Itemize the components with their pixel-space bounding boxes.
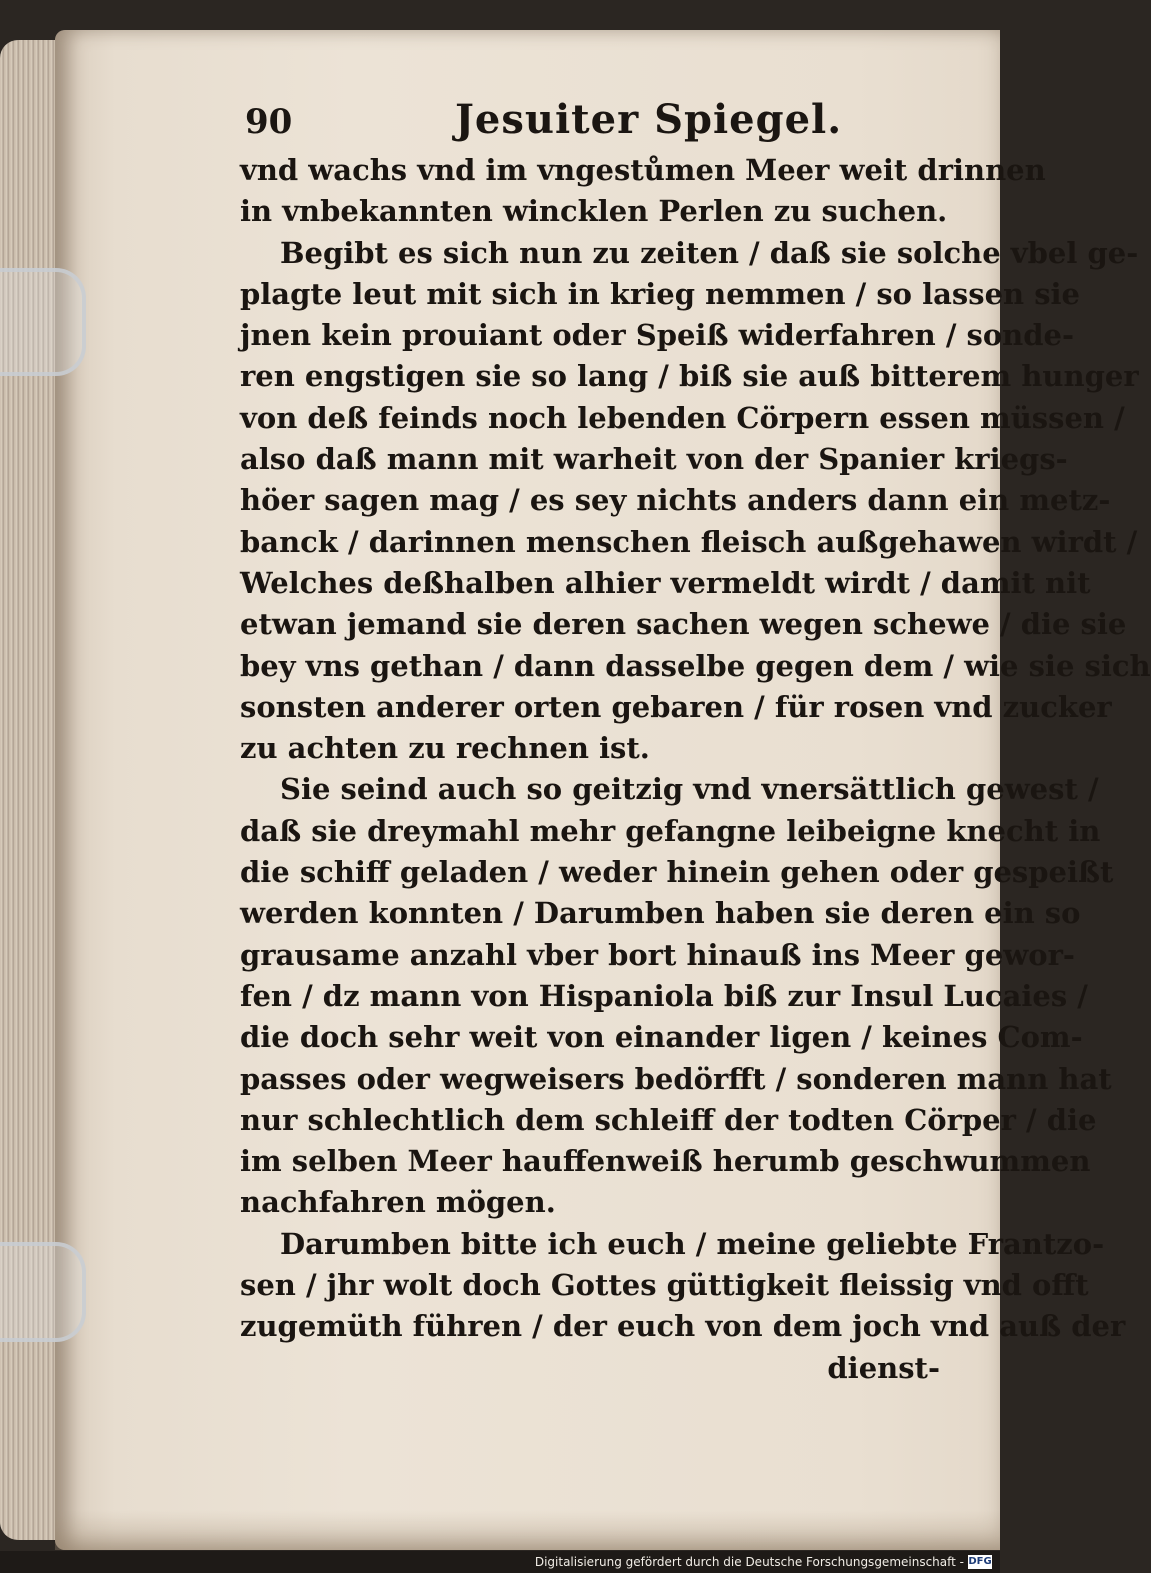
text-line: also daß mann mit warheit von der Spanier kriegs- [240, 442, 1068, 477]
text-line: in vnbekannten wincklen Perlen zu suchen. [240, 194, 948, 229]
page-number: 90 [245, 102, 293, 142]
text-line: zu achten zu rechnen ist. [240, 731, 650, 766]
footer-bar [0, 1551, 1000, 1573]
text-line: sen / jhr wolt doch Gottes güttigkeit fleissig vnd offt [240, 1268, 1089, 1303]
text-line: höer sagen mag / es sey nichts anders dann ein metz- [240, 483, 1111, 518]
text-line: zugemüth führen / der euch von dem joch vnd auß der [240, 1309, 1126, 1344]
text-line: werden konnten / Darumben haben sie deren ein so [240, 896, 1081, 931]
text-line: Sie seind auch so geitzig vnd vnersättlich gewest / [280, 772, 1099, 807]
text-line: fen / dz mann von Hispaniola biß zur Insul Lucaies / [240, 978, 1088, 1013]
page-header [245, 96, 945, 146]
text-line: nachfahren mögen. [240, 1185, 556, 1220]
text-line: sonsten anderer orten gebaren / für rosen vnd zucker [240, 689, 1112, 724]
text-line: im selben Meer hauffenweiß herumb geschwummen [240, 1144, 1091, 1179]
funding-note: Digitalisierung gefördert durch die Deutsche Forschungsgemeinschaft - [534, 1555, 964, 1569]
text-line: die schiff geladen / weder hinein gehen oder gespeißt [240, 855, 1114, 890]
text-line: die doch sehr weit von einander ligen / keines Com- [240, 1020, 1083, 1055]
catchword: dienst- [827, 1350, 940, 1385]
body-text [240, 150, 1151, 1389]
text-line: vnd wachs vnd im vngestůmen Meer weit drinnen [240, 153, 1046, 187]
text-line: bey vns gethan / dann dasselbe gegen dem / wie sie sich [240, 648, 1151, 683]
text-line: plagte leut mit sich in krieg nemmen / so lassen sie [240, 276, 1081, 311]
text-line: banck / darinnen menschen fleisch außgehawen wirdt / [240, 524, 1138, 559]
text-line: daß sie dreymahl mehr gefangne leibeigne knecht in [240, 813, 1101, 848]
text-line: passes oder wegweisers bedörfft / sonderen mann hat [240, 1061, 1112, 1096]
text-line: von deß feinds noch lebenden Cörpern essen müssen / [240, 400, 1125, 435]
text-line: jnen kein prouiant oder Speiß widerfahren / sonde- [240, 318, 1075, 353]
page-clip-bottom [0, 1242, 86, 1342]
text-line: ren engstigen sie so lang / biß sie auß bitterem hunger [240, 359, 1139, 394]
text-line: Welches deßhalben alhier vermeldt wirdt / damit nit [240, 565, 1091, 600]
text-line: Begibt es sich nun zu zeiten / daß sie solche vbel ge- [280, 235, 1139, 270]
page-clip-top [0, 268, 86, 376]
text-line: etwan jemand sie deren sachen wegen schewe / die sie [240, 607, 1127, 642]
text-line: nur schlechtlich dem schleiff der todten Cörper / die [240, 1102, 1097, 1137]
running-title: Jesuiter Spiegel. [455, 96, 843, 143]
text-line: Darumben bitte ich euch / meine geliebte Frantzo- [280, 1226, 1105, 1261]
dfg-logo: DFG [968, 1556, 992, 1567]
text-line: grausame anzahl vber bort hinauß ins Meer gewor- [240, 937, 1075, 972]
